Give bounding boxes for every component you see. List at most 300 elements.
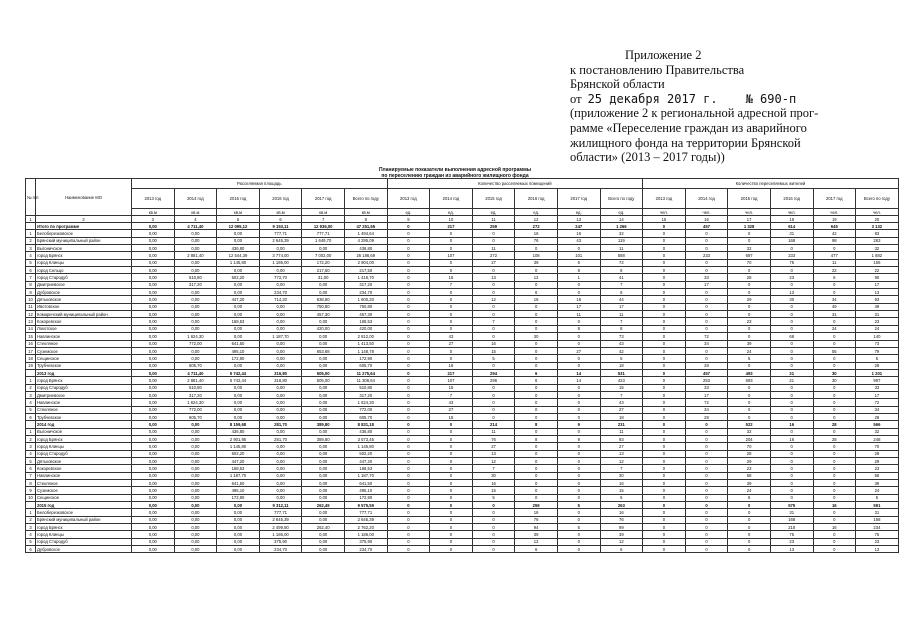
value-cell: 16 xyxy=(813,502,856,509)
value-cell: 0 xyxy=(430,245,473,252)
value-cell: 0 xyxy=(813,340,856,347)
value-cell: 15 xyxy=(430,384,473,391)
year-header: 2013 год xyxy=(132,189,175,209)
table-row xyxy=(26,340,899,347)
value-cell: 0 xyxy=(430,289,473,296)
value-cell: 0 xyxy=(728,311,771,318)
table-row xyxy=(26,450,899,457)
value-cell: 0 xyxy=(813,399,856,406)
value-cell: 0,00 xyxy=(174,546,217,553)
program-indicators-table xyxy=(25,178,899,553)
value-cell: 0 xyxy=(643,472,686,479)
value-cell: 0 xyxy=(728,531,771,538)
value-cell: 6 xyxy=(515,377,558,384)
value-cell: 0 xyxy=(643,509,686,516)
value-cell: 32 xyxy=(856,245,899,252)
value-cell: 0,00 xyxy=(174,259,217,266)
value-cell: 0 xyxy=(515,465,558,472)
value-cell: 0 xyxy=(557,428,600,435)
unit-header: кв.м xyxy=(302,209,345,216)
row-number: 10 xyxy=(26,296,36,303)
municipality-name: Выгоничское xyxy=(36,428,132,435)
unit-header: кв.м xyxy=(132,209,175,216)
value-cell: 0 xyxy=(685,450,728,457)
table-row xyxy=(26,413,899,420)
value-cell: 0,00 xyxy=(132,303,175,310)
value-cell: 423 xyxy=(600,377,643,384)
value-cell: 0 xyxy=(643,274,686,281)
value-cell: 0,00 xyxy=(132,502,175,509)
column-index: 3 xyxy=(132,216,175,223)
value-cell: 7 xyxy=(472,465,515,472)
value-cell: 0 xyxy=(387,524,430,531)
value-cell: 0 xyxy=(557,391,600,398)
value-cell: 0,00 xyxy=(217,406,260,413)
municipality-name: город Брянск xyxy=(36,435,132,442)
value-cell: 0 xyxy=(728,362,771,369)
value-cell: 0 xyxy=(472,538,515,545)
value-cell: 1 624,30 xyxy=(174,399,217,406)
value-cell: 11 xyxy=(600,311,643,318)
value-cell: 72 xyxy=(856,399,899,406)
table-row xyxy=(26,487,899,494)
value-cell: 0 xyxy=(813,413,856,420)
value-cell: 13 xyxy=(472,450,515,457)
value-cell: 0 xyxy=(387,318,430,325)
value-cell: 70 xyxy=(728,443,771,450)
value-cell: 653,68 xyxy=(302,347,345,354)
value-cell: 0 xyxy=(515,325,558,332)
value-cell: 0,00 xyxy=(217,267,260,274)
value-cell: 32 xyxy=(728,428,771,435)
value-cell: 234,70 xyxy=(344,546,387,553)
value-cell: 234 xyxy=(856,524,899,531)
value-cell: 0,00 xyxy=(132,230,175,237)
value-cell: 30 xyxy=(515,333,558,340)
value-cell: 0 xyxy=(557,384,600,391)
date-value: 25 декабря 2017 г. xyxy=(587,91,718,106)
value-cell: 0,00 xyxy=(174,494,217,501)
value-cell: 0 xyxy=(770,391,813,398)
value-cell: 0,00 xyxy=(174,267,217,274)
value-cell: 2 762,20 xyxy=(344,524,387,531)
value-cell: 0 xyxy=(430,347,473,354)
value-cell: 0,00 xyxy=(132,443,175,450)
col-header-number: № п/п xyxy=(26,179,36,216)
value-cell: 0 xyxy=(643,384,686,391)
value-cell: 575 xyxy=(770,502,813,509)
municipality-name: город Стародуб xyxy=(36,384,132,391)
value-cell: 1 145,80 xyxy=(217,443,260,450)
table-subtotal-row xyxy=(26,369,899,376)
value-cell: 0 xyxy=(643,538,686,545)
value-cell: 0,00 xyxy=(132,223,175,230)
value-cell: 234,70 xyxy=(259,289,302,296)
value-cell: 0 xyxy=(728,237,771,244)
value-cell: 1 148,78 xyxy=(344,347,387,354)
value-cell: 0,00 xyxy=(302,450,345,457)
value-cell: 772,70 xyxy=(259,274,302,281)
value-cell: 0,00 xyxy=(174,237,217,244)
value-cell: 0 xyxy=(515,494,558,501)
value-cell: 0,00 xyxy=(174,465,217,472)
value-cell: 0 xyxy=(770,428,813,435)
value-cell: 0,00 xyxy=(259,406,302,413)
value-cell: 0,00 xyxy=(217,531,260,538)
table-row xyxy=(26,325,899,332)
value-cell: 168 xyxy=(770,237,813,244)
value-cell: 0 xyxy=(728,399,771,406)
value-cell: 0,00 xyxy=(132,252,175,259)
value-cell: 4 711,40 xyxy=(174,223,217,230)
row-number: 8 xyxy=(26,480,36,487)
value-cell: 0 xyxy=(643,362,686,369)
table-row xyxy=(26,443,899,450)
value-cell: 0 xyxy=(472,502,515,509)
year-header: Всего по году xyxy=(344,189,387,209)
value-cell: 13 xyxy=(770,289,813,296)
value-cell: 0 xyxy=(387,472,430,479)
municipality-name: город Брянск xyxy=(36,252,132,259)
value-cell: 29 xyxy=(728,296,771,303)
value-cell: 0 xyxy=(515,391,558,398)
municipality-name: Белоберезковское xyxy=(36,230,132,237)
value-cell: 0 xyxy=(430,237,473,244)
value-cell: 693 xyxy=(728,377,771,384)
value-cell: 0 xyxy=(685,546,728,553)
value-cell: 214 xyxy=(472,421,515,428)
municipality-name: Комаричский муниципальный район xyxy=(36,311,132,318)
value-cell: 0 xyxy=(643,303,686,310)
value-cell: 0 xyxy=(770,494,813,501)
value-cell: 0,00 xyxy=(132,259,175,266)
value-cell: 0 xyxy=(813,362,856,369)
value-cell: 31 xyxy=(770,230,813,237)
header-row-groups xyxy=(26,179,899,189)
value-cell: 0 xyxy=(430,450,473,457)
value-cell: 2 881,40 xyxy=(174,252,217,259)
column-index: 4 xyxy=(174,216,217,223)
value-cell: 140 xyxy=(856,333,899,340)
value-cell: 0 xyxy=(685,267,728,274)
value-cell: 0,00 xyxy=(259,494,302,501)
value-cell: 28 xyxy=(813,435,856,442)
value-cell: 9 575,59 xyxy=(344,502,387,509)
value-cell: 6 xyxy=(515,546,558,553)
column-index: 10 xyxy=(430,216,473,223)
value-cell: 0,00 xyxy=(217,538,260,545)
value-cell: 0 xyxy=(813,355,856,362)
value-cell: 0 xyxy=(643,399,686,406)
table-row xyxy=(26,399,899,406)
value-cell: 0 xyxy=(515,487,558,494)
value-cell: 0,00 xyxy=(259,487,302,494)
value-cell: 5 xyxy=(600,355,643,362)
row-number: 3 xyxy=(26,391,36,398)
municipality-name: 2014 год xyxy=(36,421,132,428)
value-cell: 0,00 xyxy=(132,399,175,406)
row-number xyxy=(26,369,36,376)
header-row-years xyxy=(26,189,899,209)
value-cell: 0 xyxy=(685,458,728,465)
row-number: 1 xyxy=(26,377,36,384)
value-cell: 0 xyxy=(643,333,686,340)
value-cell: 0 xyxy=(430,267,473,274)
value-cell: 90 xyxy=(856,274,899,281)
row-number: 7 xyxy=(26,472,36,479)
value-cell: 12 xyxy=(600,538,643,545)
value-cell: 0,00 xyxy=(132,237,175,244)
value-cell: 0 xyxy=(557,406,600,413)
value-cell: 27 xyxy=(557,347,600,354)
value-cell: 0 xyxy=(472,362,515,369)
value-cell: 0,00 xyxy=(302,318,345,325)
value-cell: 0 xyxy=(813,465,856,472)
year-header: 2015 год xyxy=(728,189,771,209)
value-cell: 49 xyxy=(813,303,856,310)
value-cell: 1 201 xyxy=(856,369,899,376)
value-cell: 39 xyxy=(515,531,558,538)
value-cell: 0 xyxy=(643,311,686,318)
value-cell: 24 xyxy=(813,325,856,332)
value-cell: 0 xyxy=(813,289,856,296)
unit-header: ед. xyxy=(472,209,515,216)
value-cell: 0 xyxy=(813,458,856,465)
value-cell: 0 xyxy=(472,237,515,244)
value-cell: 28 xyxy=(685,413,728,420)
value-cell: 0 xyxy=(813,318,856,325)
value-cell: 0 xyxy=(728,325,771,332)
year-header: 2017 год xyxy=(302,189,345,209)
value-cell: 0 xyxy=(643,435,686,442)
value-cell: 0 xyxy=(813,494,856,501)
year-header: 2014 год xyxy=(430,189,473,209)
value-cell: 108 xyxy=(515,252,558,259)
value-cell: 43 xyxy=(557,237,600,244)
municipality-name: город Стародуб xyxy=(36,450,132,457)
value-cell: 217,50 xyxy=(344,267,387,274)
value-cell: 0 xyxy=(515,340,558,347)
value-cell: 33 xyxy=(856,384,899,391)
value-cell: 263 xyxy=(600,502,643,509)
column-index: 1 xyxy=(26,216,36,223)
column-index: 16 xyxy=(685,216,728,223)
value-cell: 0,00 xyxy=(259,458,302,465)
value-cell: 0 xyxy=(685,355,728,362)
value-cell: 8 159,68 xyxy=(217,421,260,428)
table-subtotal-row xyxy=(26,223,899,230)
value-cell: 24 xyxy=(728,487,771,494)
value-cell: 420,00 xyxy=(344,325,387,332)
value-cell: 389,80 xyxy=(302,421,345,428)
value-cell: 0 xyxy=(643,546,686,553)
value-cell: 591 xyxy=(856,502,899,509)
value-cell: 0,00 xyxy=(174,318,217,325)
value-cell: 0,00 xyxy=(174,289,217,296)
value-cell: 0 xyxy=(387,281,430,288)
value-cell: 0 xyxy=(430,509,473,516)
value-cell: 12 544,39 xyxy=(217,252,260,259)
value-cell: 0 xyxy=(770,406,813,413)
value-cell: 0,00 xyxy=(259,355,302,362)
table-row xyxy=(26,406,899,413)
value-cell: 0,00 xyxy=(132,509,175,516)
value-cell: 0 xyxy=(643,480,686,487)
unit-header: чел. xyxy=(813,209,856,216)
municipality-name: 2015 год xyxy=(36,502,132,509)
value-cell: 0 xyxy=(387,546,430,553)
value-cell: 495,10 xyxy=(217,347,260,354)
value-cell: 0 xyxy=(387,289,430,296)
value-cell: 0 xyxy=(430,516,473,523)
row-number: 6 xyxy=(26,546,36,553)
value-cell: 5 xyxy=(856,494,899,501)
value-cell: 0,00 xyxy=(174,435,217,442)
value-cell: 0 xyxy=(770,472,813,479)
value-cell: 0 xyxy=(728,502,771,509)
value-cell: 30 xyxy=(813,369,856,376)
value-cell: 0 xyxy=(430,458,473,465)
value-cell: 0 xyxy=(770,325,813,332)
value-cell: 18 xyxy=(430,413,473,420)
value-cell: 1 186,00 xyxy=(259,531,302,538)
value-cell: 838,80 xyxy=(302,296,345,303)
value-cell: 0 xyxy=(813,480,856,487)
value-cell: 11 xyxy=(557,311,600,318)
value-cell: 0,00 xyxy=(217,333,260,340)
value-cell: 16 xyxy=(600,509,643,516)
municipality-name: Трубчевское xyxy=(36,413,132,420)
value-cell: 172,90 xyxy=(344,494,387,501)
value-cell: 420,00 xyxy=(302,325,345,332)
value-cell: 0,00 xyxy=(302,333,345,340)
value-cell: 76 xyxy=(472,435,515,442)
column-index: 13 xyxy=(557,216,600,223)
value-cell: 0,00 xyxy=(217,509,260,516)
column-index: 9 xyxy=(387,216,430,223)
note-line-2: рамме «Переселение граждан из аварийного xyxy=(570,120,807,135)
row-number: 3 xyxy=(26,524,36,531)
value-cell: 0 xyxy=(557,340,600,347)
value-cell: 233 xyxy=(685,252,728,259)
value-cell: 772,00 xyxy=(174,406,217,413)
value-cell: 0 xyxy=(770,443,813,450)
value-cell: 17 xyxy=(600,303,643,310)
value-cell: 172,90 xyxy=(344,355,387,362)
unit-header: кв.м xyxy=(217,209,260,216)
table-row xyxy=(26,355,899,362)
value-cell: 0 xyxy=(387,465,430,472)
value-cell: 259 xyxy=(472,223,515,230)
row-number: 18 xyxy=(26,355,36,362)
value-cell: 0,00 xyxy=(217,230,260,237)
value-cell: 22 xyxy=(813,267,856,274)
municipality-name: Белоберезковское xyxy=(36,509,132,516)
value-cell: 605,70 xyxy=(174,413,217,420)
value-cell: 168,53 xyxy=(344,318,387,325)
value-cell: 0 xyxy=(685,325,728,332)
value-cell: 15 xyxy=(600,487,643,494)
value-cell: 502,20 xyxy=(344,450,387,457)
value-cell: 9 312,11 xyxy=(259,502,302,509)
value-cell: 16 xyxy=(770,421,813,428)
value-cell: 3 573,45 xyxy=(344,435,387,442)
value-cell: 0,00 xyxy=(174,311,217,318)
value-cell: 0 xyxy=(770,480,813,487)
value-cell: 24 xyxy=(728,347,771,354)
municipality-name: Выгоничское xyxy=(36,245,132,252)
value-cell: 18 xyxy=(600,413,643,420)
value-cell: 0 xyxy=(770,413,813,420)
table-row xyxy=(26,465,899,472)
value-cell: 0 xyxy=(430,355,473,362)
value-cell: 259 xyxy=(515,502,558,509)
table-row xyxy=(26,259,899,266)
value-cell: 0 xyxy=(387,458,430,465)
column-index: 18 xyxy=(770,216,813,223)
value-cell: 0 xyxy=(643,325,686,332)
value-cell: 0 xyxy=(387,516,430,523)
table-row xyxy=(26,245,899,252)
value-cell: 12 xyxy=(600,458,643,465)
row-number: 2 xyxy=(26,237,36,244)
value-cell: 7 xyxy=(430,281,473,288)
value-cell: 0 xyxy=(728,391,771,398)
value-cell: 0 xyxy=(515,458,558,465)
value-cell: 0 xyxy=(813,472,856,479)
value-cell: 272 xyxy=(515,223,558,230)
value-cell: 0 xyxy=(387,509,430,516)
value-cell: 23 xyxy=(770,538,813,545)
value-cell: 29 xyxy=(728,458,771,465)
table-row xyxy=(26,318,899,325)
value-cell: 73 xyxy=(600,333,643,340)
value-cell: 0 xyxy=(813,406,856,413)
value-cell: 0 xyxy=(643,524,686,531)
value-cell: 0 xyxy=(643,289,686,296)
value-cell: 0 xyxy=(515,318,558,325)
value-cell: 0 xyxy=(813,516,856,523)
value-cell: 0 xyxy=(430,487,473,494)
value-cell: 495,10 xyxy=(217,487,260,494)
value-cell: 317,20 xyxy=(174,281,217,288)
value-cell: 0 xyxy=(430,303,473,310)
value-cell: 0,00 xyxy=(174,502,217,509)
value-cell: 7 002,00 xyxy=(302,252,345,259)
value-cell: 6 xyxy=(813,274,856,281)
value-cell: 0 xyxy=(643,259,686,266)
value-cell: 1 xyxy=(557,274,600,281)
value-cell: 0 xyxy=(685,538,728,545)
value-cell: 1 145,80 xyxy=(344,443,387,450)
value-cell: 0,00 xyxy=(132,428,175,435)
row-number: 5 xyxy=(26,458,36,465)
value-cell: 13 xyxy=(472,274,515,281)
value-cell: 34 xyxy=(856,406,899,413)
value-cell: 0,00 xyxy=(302,494,345,501)
unit-header: ед. xyxy=(557,209,600,216)
value-cell: 0 xyxy=(387,355,430,362)
value-cell: 75 xyxy=(856,531,899,538)
value-cell: 0,00 xyxy=(259,340,302,347)
value-cell: 7 xyxy=(600,465,643,472)
value-cell: 0 xyxy=(728,406,771,413)
value-cell: 2 881,40 xyxy=(174,377,217,384)
value-cell: 11 xyxy=(600,428,643,435)
value-cell: 0,00 xyxy=(132,546,175,553)
value-cell: 3 132 xyxy=(856,223,899,230)
value-cell: 0,00 xyxy=(174,472,217,479)
